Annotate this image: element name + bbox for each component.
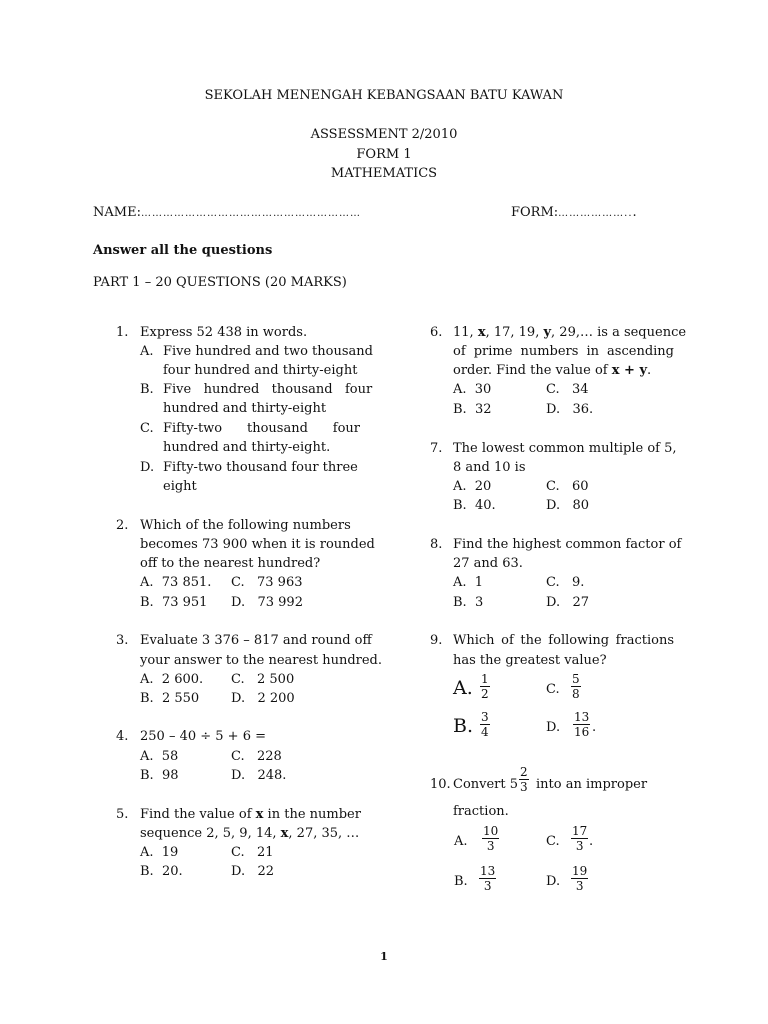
q10-option-b-fraction <box>479 864 496 893</box>
q10-option-a-fraction <box>482 824 499 853</box>
q9-option-a-fraction <box>480 672 490 701</box>
q8-line2: 27 and 63. <box>453 556 523 571</box>
q10-b-denominator: 3 <box>483 879 492 893</box>
q5-line1-var: x <box>255 807 264 822</box>
q10-c-denominator: 3 <box>575 839 584 853</box>
q7-option-b: B. 40. <box>453 498 496 513</box>
q8-option-c: C. 9. <box>546 575 585 590</box>
q9-option-b-fraction <box>480 710 490 739</box>
q7-option-a: A. 20 <box>453 479 492 494</box>
q6-l3b: x + y <box>611 363 648 378</box>
q9-c-numerator: 5 <box>572 672 580 686</box>
q3-option-b: B. 2 550 <box>140 691 200 706</box>
q10-mix-denominator: 3 <box>520 780 528 794</box>
q5-option-c: C. 21 <box>231 845 274 860</box>
q10-d-denominator: 3 <box>575 879 584 893</box>
q4-line1: 250 – 40 ÷ 5 + 6 = <box>140 729 267 744</box>
q4-option-b: B. 98 <box>140 768 179 783</box>
q10-option-a-label: A. <box>454 834 468 849</box>
q1-option-d-label: D. <box>140 460 155 475</box>
q6-l1e: , 29,… is a sequence <box>551 325 687 340</box>
form-label: FORM: <box>511 205 559 220</box>
q1-option-c-line1: Fifty-two thousand four <box>163 421 360 436</box>
q9-option-d-label: D. <box>546 720 561 735</box>
q9-option-c-fraction <box>571 672 581 701</box>
q10-option-b-label: B. <box>454 874 468 889</box>
q6-l3a: order. Find the value of <box>453 363 612 378</box>
q1-option-a-line2: four hundred and thirty-eight <box>163 363 358 378</box>
q9-number: 9. <box>430 633 443 648</box>
q5-option-d: D. 22 <box>231 864 275 879</box>
q6-var-y: y <box>543 325 552 340</box>
q8-option-d: D. 27 <box>546 595 590 610</box>
q1-option-b-label: B. <box>140 382 154 397</box>
q6-line1 <box>453 325 686 340</box>
name-field <box>93 205 361 220</box>
q9-option-a-label: A. <box>453 677 473 699</box>
q1-text: Express 52 438 in words. <box>140 325 308 340</box>
form-dot-end: . <box>632 205 637 220</box>
q5-option-a: A. 19 <box>140 845 179 860</box>
q6-option-b: B. 32 <box>453 402 492 417</box>
q9-b-denominator: 4 <box>481 725 489 739</box>
instruction: Answer all the questions <box>93 243 273 258</box>
q10-mixed-fraction <box>519 765 529 794</box>
q5-line2 <box>140 826 359 841</box>
q4-option-d: D. 248. <box>231 768 287 783</box>
q10-a-numerator: 10 <box>483 824 499 838</box>
q8-number: 8. <box>430 537 443 552</box>
q8-option-b: B. 3 <box>453 595 484 610</box>
q1-option-c-line2: hundred and thirty-eight. <box>163 440 331 455</box>
q2-line2: becomes 73 900 when it is rounded <box>140 537 375 552</box>
q6-option-c: C. 34 <box>546 382 589 397</box>
q5-line2-var: x <box>280 826 289 841</box>
q4-number: 4. <box>116 729 129 744</box>
q9-option-c-label: C. <box>546 682 560 697</box>
q10-text-b: into an improper <box>536 777 648 792</box>
school-name: SEKOLAH MENENGAH KEBANGSAAN BATU KAWAN <box>204 88 564 103</box>
q5-number: 5. <box>116 807 129 822</box>
q2-option-a: A. 73 851. <box>140 575 212 590</box>
q10-mix-numerator: 2 <box>520 765 528 779</box>
q9-d-numerator: 13 <box>574 710 590 724</box>
q3-option-a: A. 2 600. <box>140 672 204 687</box>
q5-line2-a: sequence 2, 5, 9, 14, <box>140 826 281 841</box>
q2-number: 2. <box>116 518 129 533</box>
q3-number: 3. <box>116 633 129 648</box>
q1-option-d-line1: Fifty-two thousand four three <box>163 460 358 475</box>
q6-l3c: . <box>647 363 652 378</box>
q10-a-denominator: 3 <box>486 839 495 853</box>
q3-option-d: D. 2 200 <box>231 691 295 706</box>
q7-line2: 8 and 10 is <box>453 460 526 475</box>
q1-option-d-line2: eight <box>163 479 197 494</box>
name-label: NAME: <box>93 205 141 220</box>
q10-option-c-fraction <box>571 824 588 853</box>
q2-line1: Which of the following numbers <box>140 518 351 533</box>
q9-option-d-fraction <box>573 710 590 739</box>
q5-option-b: B. 20. <box>140 864 183 879</box>
form-title: FORM 1 <box>356 147 412 162</box>
q3-option-c: C. 2 500 <box>231 672 295 687</box>
q6-option-d: D. 36. <box>546 402 594 417</box>
q10-option-d-label: D. <box>546 874 561 889</box>
page-number: 1 <box>380 950 388 963</box>
q6-line2: of prime numbers in ascending <box>453 344 674 359</box>
q9-c-denominator: 8 <box>572 687 580 701</box>
q6-l1a: 11, <box>453 325 478 340</box>
q9-a-numerator: 1 <box>481 672 489 686</box>
q4-option-a: A. 58 <box>140 749 179 764</box>
q8-line1: Find the highest common factor of <box>453 537 682 552</box>
form-dots: ……………….. <box>558 208 633 219</box>
q9-d-denominator: 16 <box>574 725 590 739</box>
q6-option-a: A. 30 <box>453 382 492 397</box>
q10-option-c-dot: . <box>589 834 594 849</box>
q1-number: 1. <box>116 325 129 340</box>
q6-l1c: , 17, 19, <box>485 325 544 340</box>
q10-option-c-label: C. <box>546 834 560 849</box>
q6-line3 <box>453 363 651 378</box>
q10-c-numerator: 17 <box>572 824 588 838</box>
q9-option-d-dot: . <box>592 720 597 735</box>
q8-option-a: A. 1 <box>453 575 484 590</box>
q2-option-c: C. 73 963 <box>231 575 303 590</box>
assessment-title: ASSESSMENT 2/2010 <box>310 127 458 142</box>
q1-option-a-label: A. <box>140 344 154 359</box>
q3-line2: your answer to the nearest hundred. <box>140 653 383 668</box>
q7-option-d: D. 80 <box>546 498 590 513</box>
q10-number: 10. <box>430 777 451 792</box>
q7-line1: The lowest common multiple of 5, <box>453 441 677 456</box>
q9-option-b-label: B. <box>453 715 474 737</box>
q9-b-numerator: 3 <box>481 710 489 724</box>
q7-option-c: C. 60 <box>546 479 589 494</box>
q3-line1: Evaluate 3 376 – 817 and round off <box>140 633 372 648</box>
q10-b-numerator: 13 <box>480 864 496 878</box>
q5-line1 <box>140 807 361 822</box>
q10-option-d-fraction <box>571 864 588 893</box>
q5-line1-a: Find the value of <box>140 807 256 822</box>
name-dots: …………………………………………………… <box>140 208 361 219</box>
q5-line1-c: in the number <box>263 807 361 822</box>
q6-var-x: x <box>477 325 486 340</box>
part-heading: PART 1 – 20 QUESTIONS (20 MARKS) <box>93 275 347 290</box>
q10-line2: fraction. <box>453 804 509 819</box>
q1-option-b-line1: Five hundred thousand four <box>163 382 373 397</box>
q2-option-d: D. 73 992 <box>231 595 303 610</box>
q1-option-b-line2: hundred and thirty-eight <box>163 401 327 416</box>
q10-text-a: Convert 5 <box>453 777 519 792</box>
q6-number: 6. <box>430 325 443 340</box>
q7-number: 7. <box>430 441 443 456</box>
q4-option-c: C. 228 <box>231 749 282 764</box>
subject-title: MATHEMATICS <box>330 166 438 181</box>
q9-line1: Which of the following fractions <box>453 633 674 648</box>
form-field <box>511 205 637 220</box>
q2-option-b: B. 73 951 <box>140 595 208 610</box>
q10-d-numerator: 19 <box>572 864 588 878</box>
q1-option-c-label: C. <box>140 421 154 436</box>
q1-option-a-line1: Five hundred and two thousand <box>163 344 373 359</box>
q5-line2-c: , 27, 35, … <box>288 826 360 841</box>
q9-line2: has the greatest value? <box>453 653 607 668</box>
q9-a-denominator: 2 <box>481 687 489 701</box>
q2-line3: off to the nearest hundred? <box>140 556 321 571</box>
